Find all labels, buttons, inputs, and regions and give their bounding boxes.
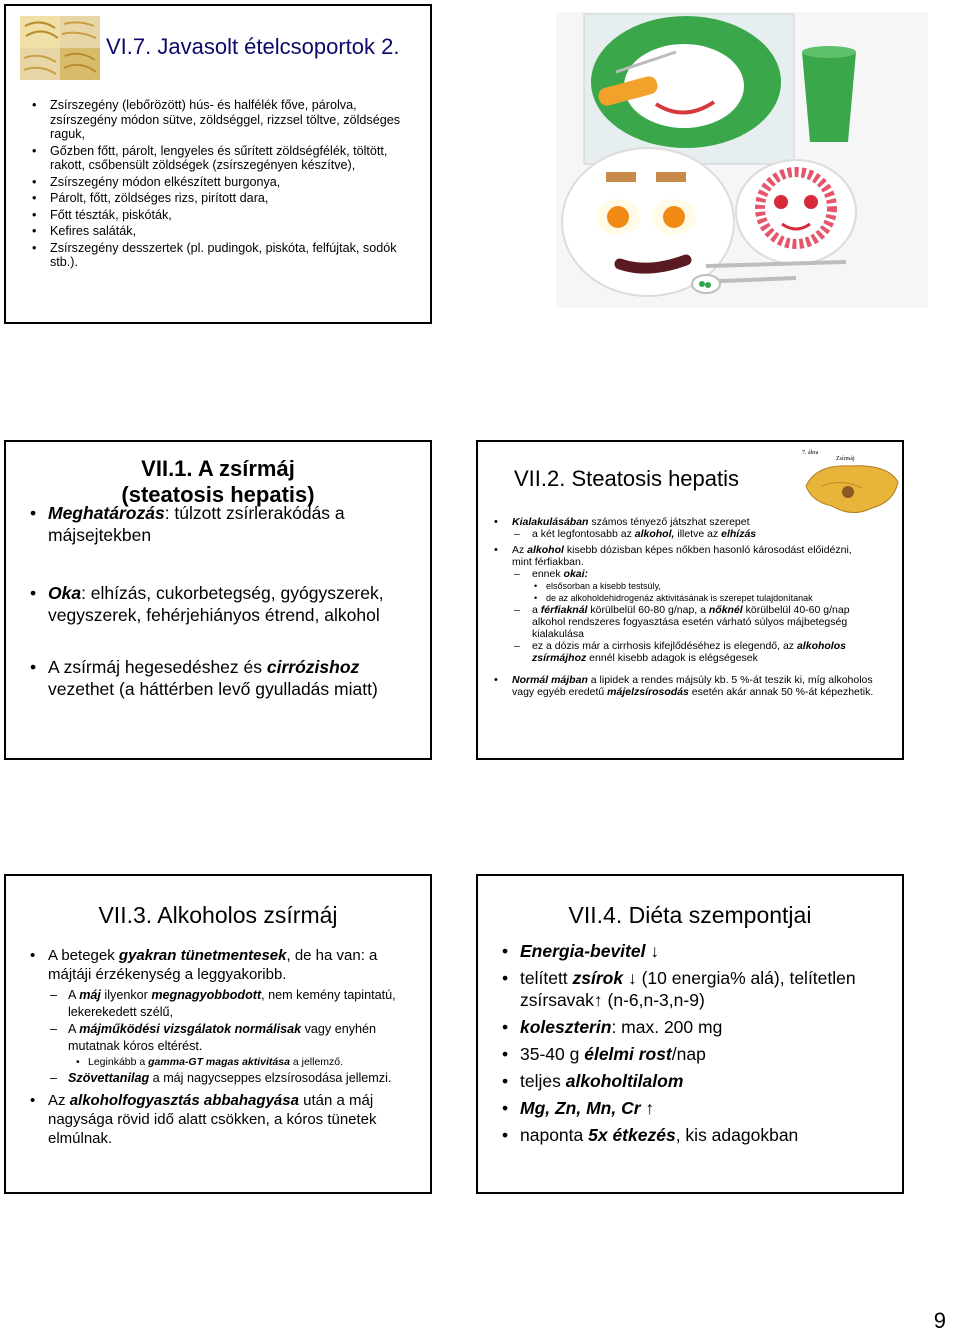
emphasis: alkohol — [527, 544, 564, 556]
emphasis: elhízás — [721, 528, 757, 540]
list-item — [502, 1070, 892, 1092]
list-item: • Főtt tészták, piskóták, — [32, 208, 422, 223]
text: : max. 200 mg — [611, 1017, 723, 1037]
arrow-up-icon: ↑ — [593, 990, 603, 1010]
sub-sub-item: • de az alkoholdehidrogenáz aktivitásának is szerepet tulajdonítanak — [532, 592, 874, 604]
emphasis: alkoholos zsírmájhoz — [532, 640, 846, 664]
emphasis: megnagyobbodott — [151, 988, 262, 1002]
list-item: • Kefires saláták, — [32, 224, 422, 239]
sub-sub-list — [74, 1055, 420, 1070]
emphasis: zsírok — [572, 968, 624, 988]
slide-diet-aspects — [476, 874, 904, 1194]
emphasis: gamma-GT magas aktivitása — [148, 1056, 290, 1068]
text: A zsírmáj hegesedéshez és — [48, 657, 267, 677]
slide-title — [6, 456, 430, 508]
text: a két legfontosabb az — [532, 528, 635, 540]
text: teljes — [520, 1071, 566, 1091]
text: után a máj nagysága rövid idő alatt csökken, a kóros tünetek elmúlnak. — [48, 1092, 377, 1147]
list-item: • Zsírszegény módon elkészített burgonya, — [32, 175, 422, 190]
emphasis: élelmi rost — [584, 1044, 672, 1064]
food-face-plate-photo — [556, 12, 928, 308]
text: ennél kisebb adagok is elégségesek — [586, 652, 758, 664]
text: (n-6,n-3,n-9) — [602, 990, 705, 1010]
text: körülbelül 60-80 g/nap, a — [587, 604, 709, 616]
title-line-1: VII.1. A zsírmáj — [141, 456, 295, 481]
figure-label: Zsírmáj — [836, 456, 855, 462]
emphasis: Kialakulásában — [512, 516, 589, 528]
sub-item — [512, 568, 874, 604]
pasta-thumbnail-image — [20, 16, 100, 80]
text: a máj nagycseppes elzsírosodása jellemzi. — [149, 1071, 392, 1085]
list-item — [502, 967, 892, 1011]
sub-item — [512, 640, 874, 664]
list-item — [494, 516, 874, 540]
slide-title: VII.4. Diéta szempontjai — [568, 902, 812, 928]
emphasis: májelzsírosodás — [607, 686, 689, 698]
list-item — [502, 940, 892, 962]
list-item — [494, 544, 874, 664]
definition-label: Meghatározás — [48, 503, 165, 523]
sub-list — [512, 568, 874, 664]
text: A betegek — [48, 947, 119, 964]
page-number: 9 — [933, 1308, 946, 1333]
text: ez a dózis már a cirrhosis kifejlődéséhez is elegendő, az — [532, 640, 797, 652]
slide-body — [30, 946, 420, 1148]
sub-list — [512, 528, 874, 540]
emphasis: Energia-bevitel — [520, 941, 646, 961]
list-item — [494, 674, 874, 698]
list-item — [30, 502, 420, 546]
emphasis: okai: — [563, 568, 589, 580]
sub-item — [48, 1021, 420, 1070]
list-item — [502, 1097, 892, 1119]
text: vezethet (a háttérben levő gyulladás miatt) — [48, 679, 378, 699]
text: esetén akár annak 50 %-át képezhetik. — [688, 686, 874, 698]
text: a jellemző. — [289, 1056, 344, 1068]
emphasis: férfiaknál — [540, 604, 588, 616]
slide-title: VII.2. Steatosis hepatis — [514, 466, 740, 491]
list-item — [30, 1091, 420, 1148]
text: illetve az — [674, 528, 722, 540]
list-item — [502, 1043, 892, 1065]
text: Az — [512, 544, 528, 556]
text: ennek — [532, 568, 564, 580]
list-item — [30, 946, 420, 1087]
emphasis: Mg, Zn, Mn, Cr — [520, 1098, 641, 1118]
emphasis: májműködési vizsgálatok normálisak — [79, 1022, 302, 1036]
cause-label: Oka — [48, 583, 82, 603]
food-list — [32, 98, 422, 272]
cause-text: : elhízás, cukorbetegség, gyógyszerek, vegyszerek, fehérjehiányos étrend, alkohol — [48, 583, 384, 625]
text: körülbelül 40-60 g/nap alkohol rendszeres fogyasztása esetén várható súlyos májbetegség kialakulása — [532, 604, 850, 640]
sub-item — [48, 1070, 420, 1087]
text: számos tényező játszhat szerepet — [588, 516, 750, 528]
sub-sub-list — [532, 580, 874, 604]
text: , nem kemény tapintatú, lekerekedett szélű, — [68, 988, 396, 1019]
text: A — [68, 988, 80, 1002]
text: 35-40 g — [520, 1044, 585, 1064]
slide-title: VI.7. Javasolt ételcsoportok 2. — [106, 34, 400, 59]
bullet-list — [494, 516, 874, 698]
list-item — [30, 656, 420, 700]
text: (10 energia% alá), telítetlen zsírsavak — [520, 968, 856, 1010]
text: /nap — [671, 1044, 706, 1064]
text: , kis adagokban — [675, 1125, 799, 1145]
emphasis: máj — [79, 988, 101, 1002]
emphasis: koleszterin — [520, 1017, 612, 1037]
slide-recommended-foods — [4, 4, 432, 324]
emphasis: Normál májban — [512, 674, 588, 686]
slide-title: VII.3. Alkoholos zsírmáj — [98, 902, 338, 928]
list-item: • Zsírszegény desszertek (pl. pudingok, piskóta, felfújtak, sodók stb.). — [32, 241, 422, 270]
slide-body — [494, 516, 874, 698]
sub-sub-item — [74, 1055, 420, 1070]
text: a lipidek a rendes májsúly kb. 5 %-át teszik ki, míg alkoholos vagy egyéb eredetű — [512, 674, 873, 698]
arrow-down-icon: ↓ — [627, 968, 637, 988]
text: Leginkább a — [88, 1056, 149, 1068]
emphasis: alkoholtilalom — [565, 1071, 684, 1091]
list-item — [30, 582, 420, 626]
text: Az — [48, 1092, 70, 1109]
title-line-2: (steatosis hepatis) — [121, 482, 315, 507]
sub-sub-item: • elsősorban a kisebb testsúly, — [532, 580, 874, 592]
text: a — [532, 604, 541, 616]
text: A — [68, 1022, 80, 1036]
arrow-up-icon: ↑ — [645, 1098, 655, 1118]
figure-caption: 7. ábra — [802, 450, 819, 456]
emphasis: nőknél — [708, 604, 743, 616]
bullet-list — [30, 946, 420, 1148]
sub-item — [512, 604, 874, 640]
emphasis: gyakran tünetmentesek — [118, 947, 287, 964]
bullet-list — [502, 940, 892, 1151]
sub-item — [512, 528, 874, 540]
emphasis: Szövettanilag — [68, 1071, 150, 1085]
slide-fatty-liver — [4, 440, 432, 760]
list-item: • Párolt, főtt, zöldséges rizs, pirított dara, — [32, 191, 422, 206]
emphasis: alkohol, — [634, 528, 675, 540]
slide-alcoholic-fatty-liver — [4, 874, 432, 1194]
list-item — [502, 1124, 892, 1146]
text: telített — [520, 968, 573, 988]
list-item: • Gőzben főtt, párolt, lengyeles és sűrített zöldségfélék, töltött, rakott, csőbensült zöldségek (zsírszegényen készítve), — [32, 144, 422, 173]
liver-figure — [802, 442, 902, 522]
definition-text: : túlzott zsírlerakódás a májsejtekben — [48, 503, 345, 545]
slide-steatosis-hepatis — [476, 440, 904, 760]
text: kisebb dózisban képes nőkben hasonló károsodást előidézni, mint férfiakban. — [512, 544, 852, 568]
arrow-down-icon: ↓ — [650, 941, 660, 961]
list-item: • Zsírszegény (lebőrözött) hús- és halfélék főve, párolva, zsírszegény módon sütve, zöldséggel, rizzsel töltve, zöldséges raguk, — [32, 98, 422, 142]
text: naponta — [520, 1125, 589, 1145]
emphasis: alkoholfogyasztás abbahagyása — [69, 1092, 299, 1109]
emphasis: cirrózishoz — [266, 657, 360, 677]
definition-list — [30, 502, 420, 700]
text: , de ha van: a májtáji érzékenység a leggyakoribb. — [48, 947, 378, 983]
list-item — [502, 1016, 892, 1038]
emphasis: 5x étkezés — [588, 1125, 676, 1145]
text: ilyenkor — [100, 988, 152, 1002]
sub-item — [48, 987, 420, 1021]
text: vagy enyhén mutatnak kóros eltérést. — [68, 1022, 377, 1053]
sub-list — [48, 987, 420, 1087]
